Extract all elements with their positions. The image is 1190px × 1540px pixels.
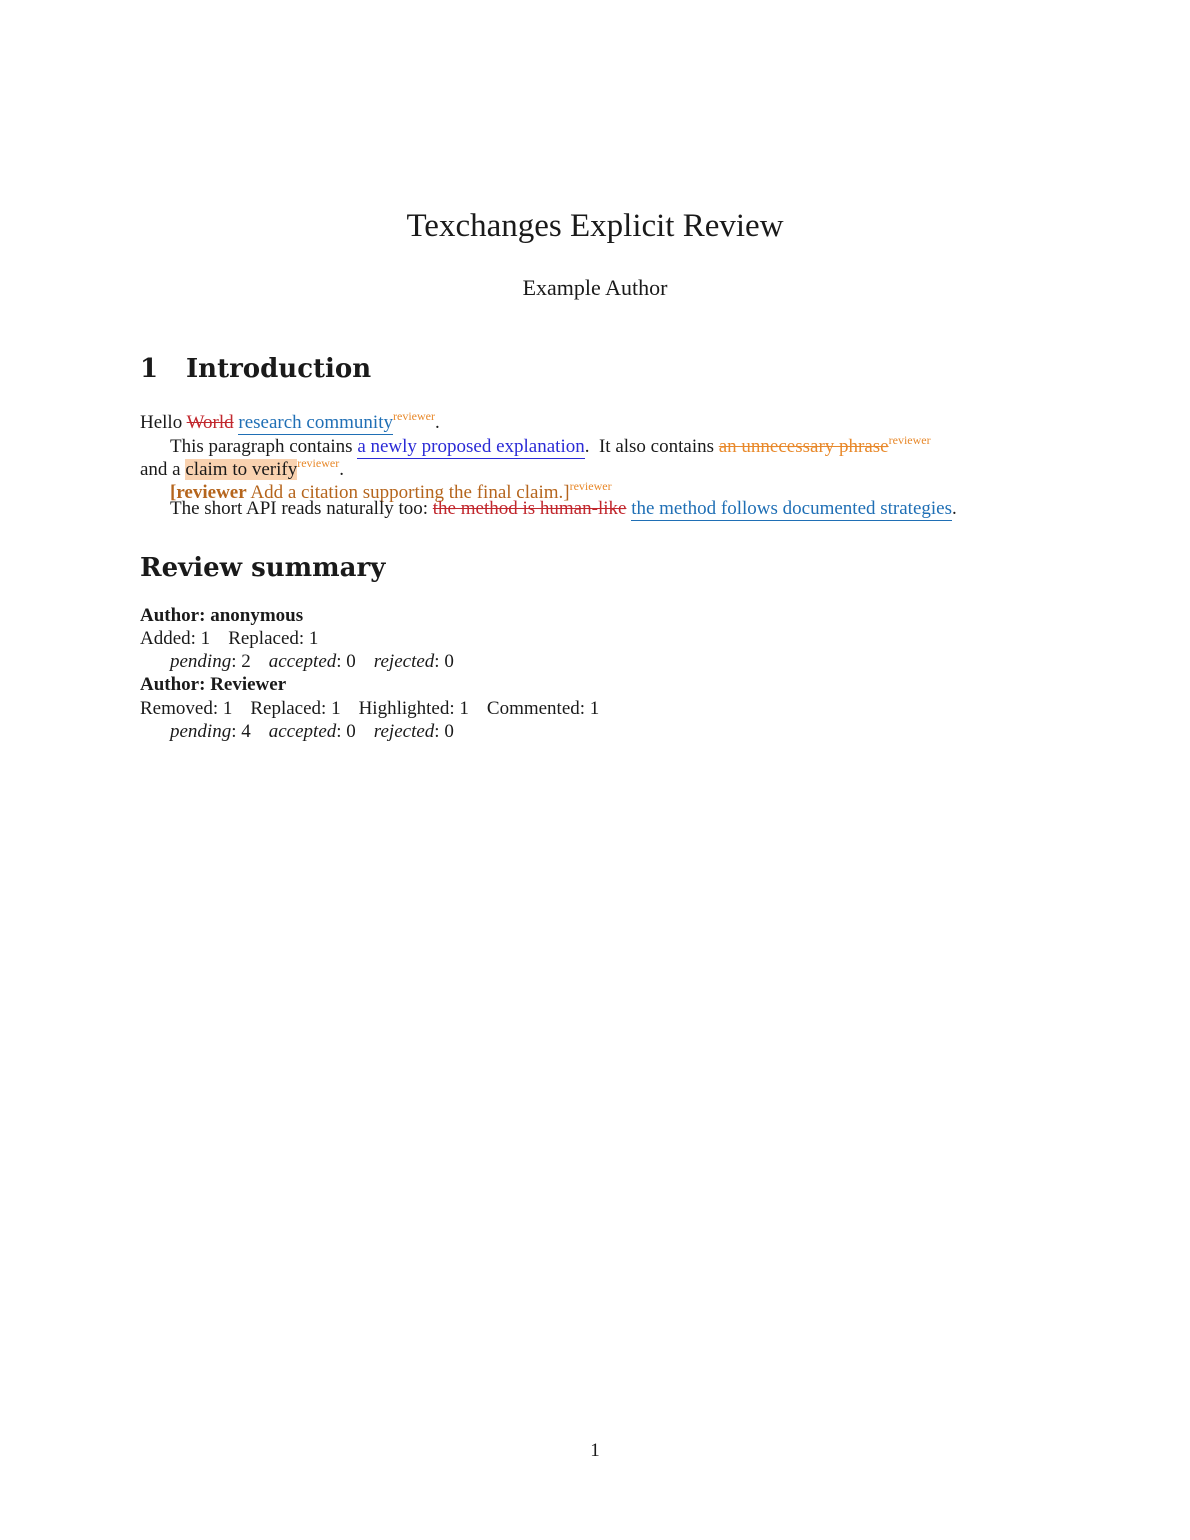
deleted-text[interactable]: the method is human-like (432, 498, 627, 519)
status-value: 2 (241, 651, 251, 672)
count: Replaced: 1 (250, 698, 341, 719)
status-value: 0 (444, 651, 454, 672)
status-value: 4 (241, 721, 251, 742)
count: Removed: 1 (140, 698, 233, 719)
count: Added: 1 (140, 628, 211, 649)
reviewer-tag: reviewer (888, 433, 931, 447)
status-label: pending (170, 651, 232, 672)
reviewer-tag: reviewer (393, 409, 435, 423)
deleted-text-reviewer[interactable]: an unnecessary phrase (718, 436, 889, 457)
document-author: Example Author (522, 275, 668, 300)
change-counts (140, 697, 1050, 721)
status-counts: pending: 2 accepted: 0 rejected: 0 (170, 651, 454, 672)
inserted-text[interactable]: the method follows documented strategies (631, 498, 952, 519)
text: and a (140, 459, 186, 480)
comment-label: reviewer (176, 482, 247, 503)
status-label: pending (170, 721, 232, 742)
change-counts (140, 627, 1050, 651)
text: . (339, 459, 344, 480)
text: This paragraph contains (170, 436, 358, 457)
status-label: rejected (373, 721, 435, 742)
count: Highlighted: 1 (358, 698, 469, 719)
comment-text: Add a citation supporting the final claim.] (246, 482, 570, 503)
document-title: Texchanges Explicit Review (406, 208, 784, 244)
text: . (434, 412, 440, 433)
highlighted-text[interactable]: claim to verify (185, 459, 298, 480)
section-heading-introduction (140, 354, 371, 384)
page-number: 1 (590, 1440, 600, 1461)
status-label: accepted (268, 651, 337, 672)
inserted-text[interactable]: research community (238, 412, 393, 433)
section-heading-review-summary: Review summary (140, 553, 386, 583)
text: . (952, 498, 957, 519)
author-label: Author: Reviewer (140, 674, 287, 695)
text: Hello (140, 412, 187, 433)
section-title: Introduction (186, 354, 372, 384)
status-counts: pending: 4 accepted: 0 rejected: 0 (170, 721, 454, 742)
comment-bracket: [ (170, 482, 177, 503)
status-label: rejected (373, 651, 435, 672)
section-number: 1 (140, 354, 159, 384)
status-label: accepted (268, 721, 337, 742)
deleted-text[interactable]: World (186, 412, 234, 433)
text: The short API reads naturally too: (170, 498, 433, 519)
text: . It also contains (584, 436, 719, 457)
reviewer-tag: reviewer (569, 479, 612, 493)
author-label: Author: anonymous (140, 605, 304, 626)
status-value: 0 (346, 651, 356, 672)
count: Commented: 1 (486, 698, 600, 719)
paragraph-line-5 (170, 497, 1080, 521)
status-value: 0 (444, 721, 454, 742)
reviewer-tag: reviewer (297, 456, 340, 470)
count: Replaced: 1 (228, 628, 319, 649)
status-value: 0 (346, 721, 356, 742)
inserted-text[interactable]: a newly proposed explanation (357, 436, 585, 457)
